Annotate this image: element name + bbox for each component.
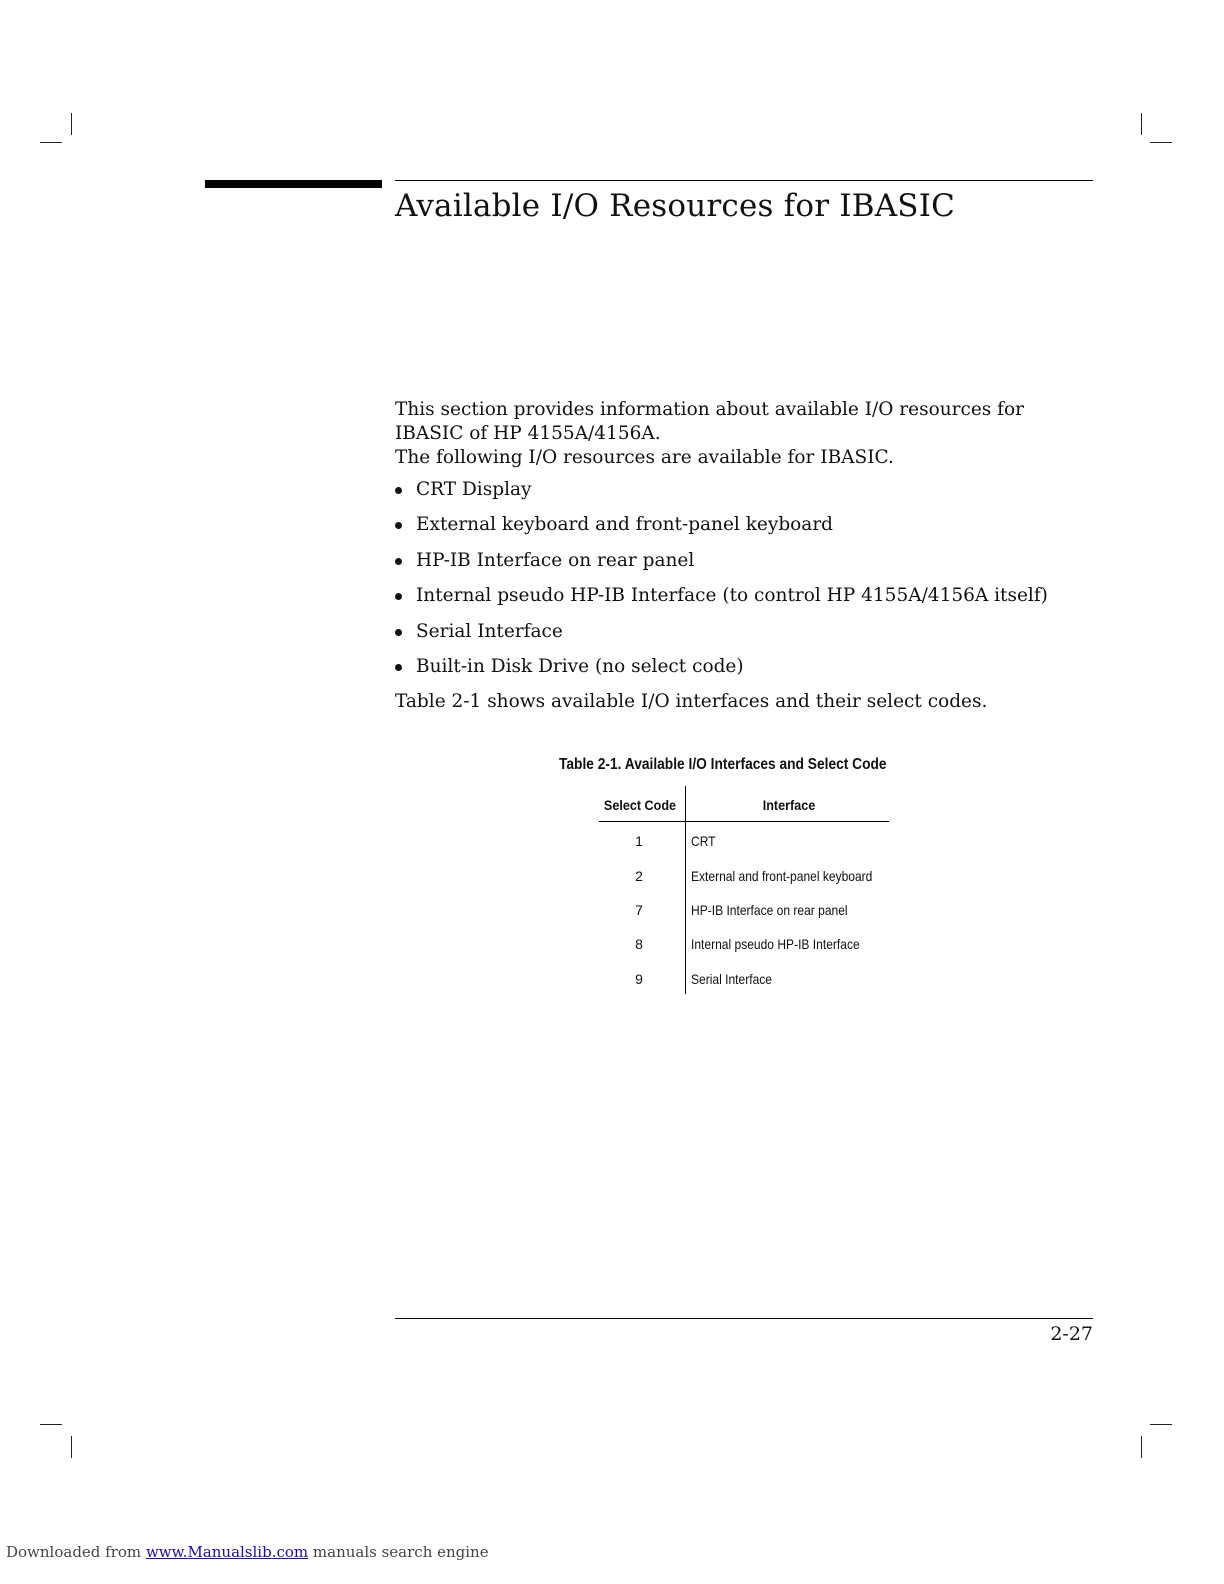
title-rule bbox=[395, 180, 1093, 181]
list-item: Internal pseudo HP-IB Interface (to control HP 4155A/4156A itself) bbox=[395, 584, 1095, 619]
interface-cell: External and front-panel keyboard bbox=[691, 868, 873, 884]
crop-mark bbox=[71, 1436, 72, 1458]
table-row bbox=[599, 971, 919, 991]
table-row bbox=[599, 833, 919, 853]
crop-mark bbox=[40, 142, 62, 143]
table-row bbox=[599, 868, 919, 888]
page-number: 2-27 bbox=[1050, 1323, 1093, 1345]
bullet-icon bbox=[395, 487, 402, 494]
resource-list bbox=[395, 478, 1095, 690]
crop-mark bbox=[71, 113, 72, 135]
download-prefix: Downloaded from bbox=[6, 1543, 142, 1561]
download-footer bbox=[6, 1543, 489, 1561]
crop-mark bbox=[1150, 1424, 1172, 1425]
select-code-cell: 9 bbox=[635, 971, 643, 987]
footer-rule bbox=[395, 1318, 1093, 1319]
resources-paragraph: The following I/O resources are available for IBASIC. bbox=[395, 447, 894, 468]
bullet-icon bbox=[395, 522, 402, 529]
download-suffix: manuals search engine bbox=[312, 1543, 489, 1561]
table-header-rule bbox=[599, 821, 889, 822]
table-row bbox=[599, 902, 919, 922]
select-code-cell: 2 bbox=[635, 868, 643, 884]
crop-mark bbox=[40, 1424, 62, 1425]
bullet-icon bbox=[395, 664, 402, 671]
bullet-icon bbox=[395, 558, 402, 565]
list-item: CRT Display bbox=[395, 478, 1095, 513]
crop-mark bbox=[1141, 1436, 1142, 1458]
list-item: HP-IB Interface on rear panel bbox=[395, 549, 1095, 584]
interface-cell: HP-IB Interface on rear panel bbox=[691, 902, 848, 918]
column-header-interface: Interface bbox=[762, 797, 816, 813]
select-code-cell: 7 bbox=[635, 902, 643, 918]
page-title: Available I/O Resources for IBASIC bbox=[395, 188, 956, 224]
crop-mark bbox=[1150, 142, 1172, 143]
table-caption: Table 2-1. Available I/O Interfaces and Select Code bbox=[559, 756, 887, 773]
list-item: Built-in Disk Drive (no select code) bbox=[395, 655, 1095, 690]
manualslib-link[interactable]: www.Manualslib.com bbox=[145, 1543, 309, 1561]
list-item: Serial Interface bbox=[395, 620, 1095, 655]
interface-cell: Internal pseudo HP-IB Interface bbox=[691, 936, 860, 952]
list-item: External keyboard and front-panel keyboard bbox=[395, 513, 1095, 548]
bullet-icon bbox=[395, 629, 402, 636]
crop-mark bbox=[1141, 113, 1142, 135]
select-code-cell: 8 bbox=[635, 936, 643, 952]
body-text bbox=[395, 398, 1095, 714]
section-bar bbox=[205, 180, 382, 188]
table-column-divider bbox=[685, 786, 686, 994]
bullet-icon bbox=[395, 593, 402, 600]
table-row bbox=[599, 936, 919, 956]
column-header-select-code: Select Code bbox=[603, 797, 677, 813]
intro-paragraph: This section provides information about available I/O resources for IBASIC of HP 4155A/4156A. bbox=[395, 399, 1024, 444]
interface-cell: CRT bbox=[691, 833, 716, 849]
interface-cell: Serial Interface bbox=[691, 971, 772, 987]
table-intro-paragraph: Table 2-1 shows available I/O interfaces and their select codes. bbox=[395, 691, 988, 713]
select-code-cell: 1 bbox=[635, 833, 643, 849]
